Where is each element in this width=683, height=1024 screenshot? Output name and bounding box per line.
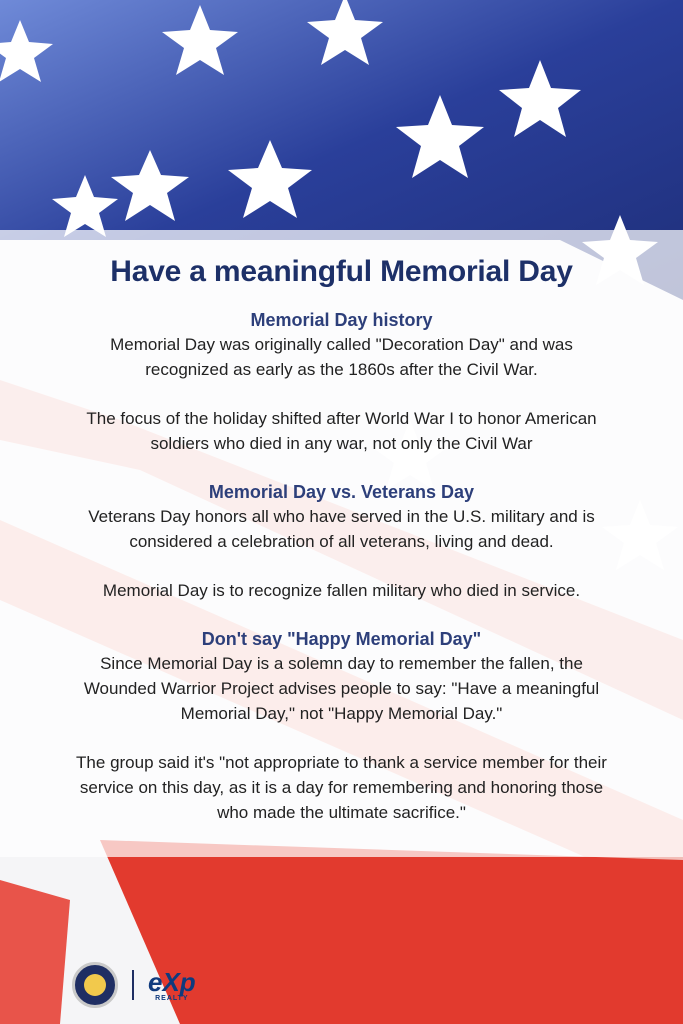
paragraph: Memorial Day is to recognize fallen military who died in service. xyxy=(102,581,581,600)
logo-divider xyxy=(132,970,134,1000)
paragraph: Veterans Day honors all who have served in the U.S. military and is considered a celebration of all veterans, living and dead. xyxy=(88,507,595,551)
paragraph: Since Memorial Day is a solemn day to remember the fallen, the Wounded Warrior Project advises people to say: "Have a meaningful Memorial Day," not "Happy Memorial Day." xyxy=(83,654,600,723)
page-title: Have a meaningful Memorial Day xyxy=(110,255,573,288)
exp-logo-text: eXp xyxy=(148,966,196,997)
content xyxy=(0,250,683,825)
section-heading-vs: Memorial Day vs. Veterans Day xyxy=(208,482,475,502)
exp-realty-logo xyxy=(148,966,196,1002)
seal-logo xyxy=(72,962,118,1008)
exp-logo-subtext: REALTY xyxy=(155,994,189,1002)
paragraph: The group said it's "not appropriate to thank a service member for their service on this day, as it is a day for remembering and honoring those who made the ultimate sacrifice." xyxy=(76,753,607,822)
paragraph: Memorial Day was originally called "Decoration Day" and was recognized as early as the 1860s after the Civil War. xyxy=(110,335,573,379)
section-heading-dont-say: Don't say "Happy Memorial Day" xyxy=(201,629,482,649)
paragraph: The focus of the holiday shifted after World War I to honor American soldiers who died in any war, not only the Civil War xyxy=(86,409,597,453)
footer-logos xyxy=(72,960,196,1010)
section-heading-history: Memorial Day history xyxy=(250,310,433,330)
